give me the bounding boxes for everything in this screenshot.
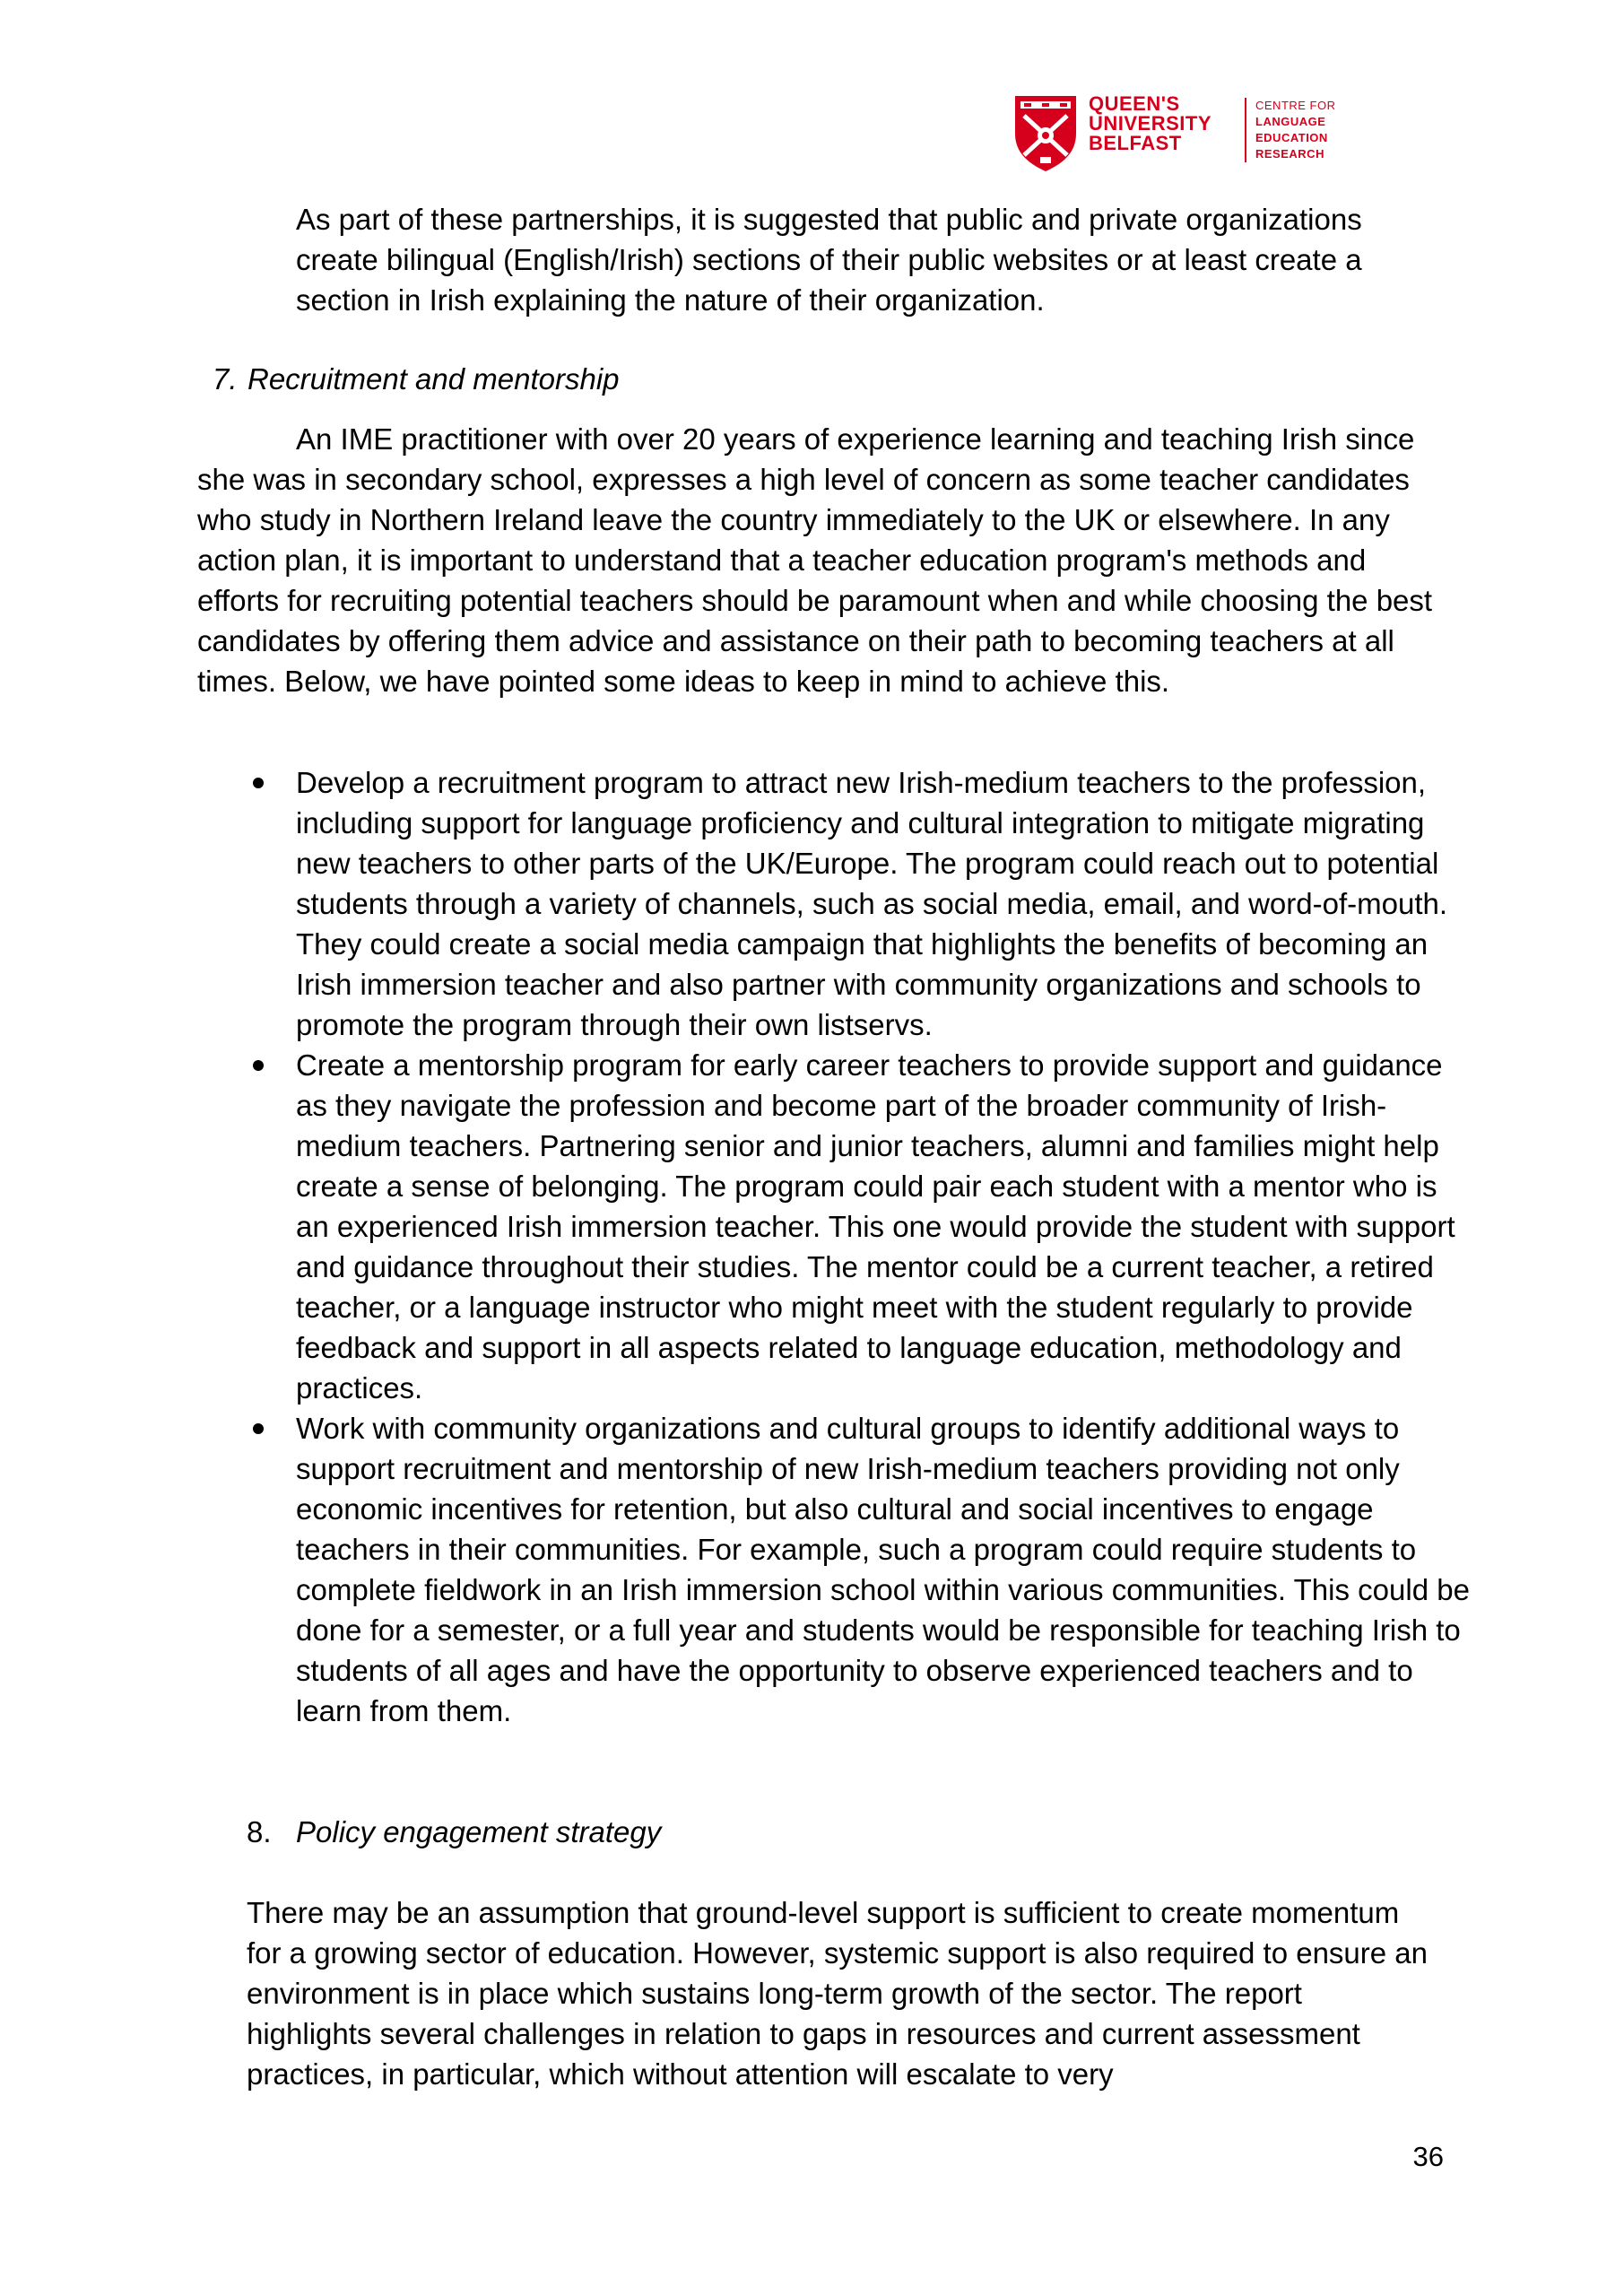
- section-7-bullet-list: [197, 762, 1471, 1731]
- section-8-paragraph: There may be an assumption that ground-level support is sufficient to create momentum for a growing sector of education. However, systemic support is also required to ensure an environment is in place which sustains long-term growth of the sector. The report highlights several challenges in relation to gaps in resources and current assessment practices, in particular, which without attention will escalate to very: [247, 1896, 1429, 2091]
- bullet-icon: [253, 1423, 264, 1434]
- logo-centre-name: CENTRE FOR LANGUAGE EDUCATION RESEARCH: [1255, 99, 1336, 161]
- bullet-icon: [253, 778, 264, 788]
- bullet-icon: [253, 1060, 264, 1071]
- list-item: Work with community organizations and cultural groups to identify additional ways to support recruitment and mentorship of new Irish-medium teachers providing not only economic incentives for retention, but also cultural and social incentives to engage teachers in their communities. For example, such a program could require students to complete fieldwork in an Irish immersion school within various communities. This could be done for a semester, or a full year and students would be responsible for teaching Irish to students of all ages and have the opportunity to observe experienced teachers and to learn from them.: [197, 1408, 1471, 1731]
- intro-paragraph: As part of these partnerships, it is suggested that public and private organizations create bilingual (English/Irish) sections of their public websites or at least create a section in Irish explaining the nature of their organization.: [296, 203, 1362, 317]
- crest-icon: [1012, 92, 1080, 173]
- logo-divider: [1245, 98, 1246, 162]
- section-8-heading: [247, 1812, 661, 1852]
- university-logo: [1012, 92, 1352, 175]
- list-item: Develop a recruitment program to attract new Irish-medium teachers to the profession, including support for language proficiency and cultural integration to mitigate migrating new teachers to other parts of the UK/Europe. The program could reach out to potential students through a variety of channels, such as social media, email, and word-of-mouth. They could create a social media campaign that highlights the benefits of becoming an Irish immersion teacher and also partner with community organizations and schools to promote the program through their own listservs.: [197, 762, 1471, 1045]
- section-7-number: 7.: [213, 362, 238, 396]
- logo-university-name: QUEEN'S UNIVERSITY BELFAST: [1089, 92, 1212, 154]
- section-7-paragraph: An IME practitioner with over 20 years of experience learning and teaching Irish since she was in secondary school, expresses a high level of concern as some teacher candidates who study in Northern Ireland leave the country immediately to the UK or elsewhere. In any action plan, it is important to understand that a teacher education program's methods and efforts for recruiting potential teachers should be paramount when and while choosing the best candidates by offering them advice and assistance on their path to becoming teachers at all times. Below, we have pointed some ideas to keep in mind to achieve this.: [197, 422, 1433, 698]
- list-item: Create a mentorship program for early career teachers to provide support and guidance as they navigate the profession and become part of the broader community of Irish-medium teachers. Partnering senior and junior teachers, alumni and families might help create a sense of belonging. The program could pair each student with a mentor who is an experienced Irish immersion teacher. This one would provide the student with support and guidance throughout their studies. The mentor could be a current teacher, a retired teacher, or a language instructor who might meet with the student regularly to provide feedback and support in all aspects related to language education, methodology and practices.: [197, 1045, 1471, 1408]
- section-7-title: Recruitment and mentorship: [248, 362, 620, 396]
- section-8-title: Policy engagement strategy: [296, 1815, 662, 1848]
- page-number: 36: [1412, 2141, 1444, 2172]
- section-8-number: 8.: [247, 1815, 272, 1848]
- section-7-heading: [213, 359, 620, 399]
